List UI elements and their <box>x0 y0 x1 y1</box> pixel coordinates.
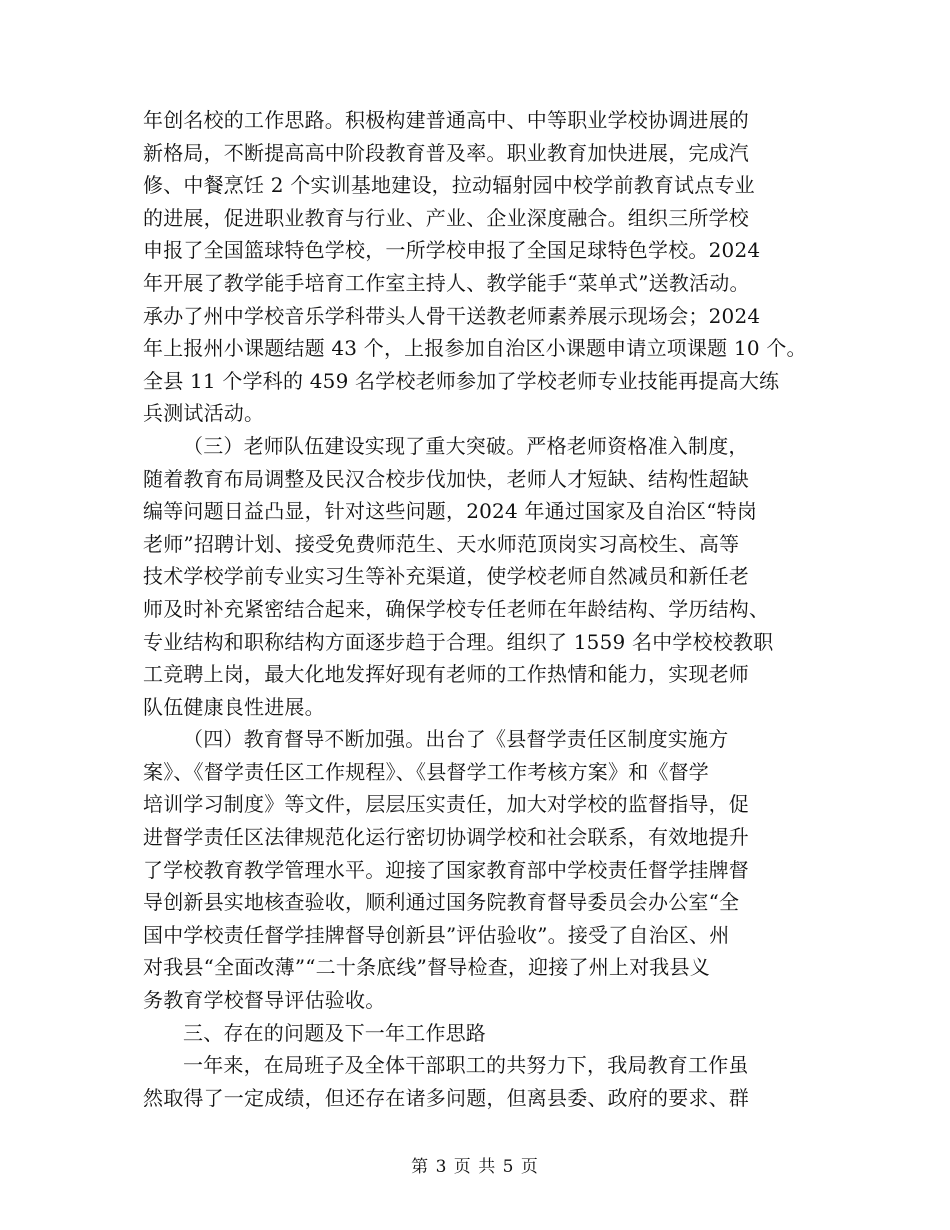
text-line: 专业结构和职称结构方面逐步趋于合理。组织了 1559 名中学校校教职 <box>143 629 774 654</box>
text-line: 编等问题日益凸显，针对这些问题，2024 年通过国家及自治区“特岗 <box>143 499 758 524</box>
text-line: 国中学校责任督学挂牌督导创新县”评估验收”。接受了自治区、州 <box>143 922 730 947</box>
text-line: 老师”招聘计划、接受免费师范生、天水师范顶岗实习高校生、高等 <box>143 531 740 556</box>
text-line: 新格局，不断提高高中阶段教育普及率。职业教育加快进展，完成汽 <box>143 140 749 165</box>
text-line: 年上报州小课题结题 43 个，上报参加自治区小课题申请立项课题 10 个。 <box>143 336 807 361</box>
text-line: 进督学责任区法律规范化运行密切协调学校和社会联系，有效地提升 <box>143 825 749 850</box>
text-line: 随着教育布局调整及民汉合校步伐加快，老师人才短缺、结构性超缺 <box>143 466 749 491</box>
text-line: 年创名校的工作思路。积极构建普通高中、中等职业学校协调进展的 <box>143 108 749 132</box>
text-line: （三）老师队伍建设实现了重大突破。严格老师资格准入制度， <box>183 433 749 458</box>
text-line: 年开展了教学能手培育工作室主持人、教学能手“菜单式”送教活动。 <box>143 270 750 295</box>
text-line: 兵测试活动。 <box>143 401 265 426</box>
text-line: 导创新县实地核查验收，顺利通过国务院教育督导委员会办公室“全 <box>143 890 740 915</box>
text-line: 三、存在的问题及下一年工作思路 <box>183 1020 486 1045</box>
text-line: 然取得了一定成绩，但还存在诸多问题，但离县委、政府的要求、群 <box>143 1085 749 1110</box>
text-line: 了学校教育教学管理水平。迎接了国家教育部中学校责任督学挂牌督 <box>143 857 749 882</box>
text-line: 全县 11 个学科的 459 名学校老师参加了学校老师专业技能再提高大练 <box>143 368 780 393</box>
text-line: 修、中餐烹饪 2 个实训基地建设，拉动辐射园中校学前教育试点专业 <box>143 173 755 198</box>
body-text <box>143 104 823 1114</box>
page-footer: 第 3 页 共 5 页 <box>411 1157 539 1177</box>
text-line: （四）教育督导不断加强。出台了《县督学责任区制度实施方 <box>183 727 729 752</box>
text-line: 技术学校学前专业实习生等补充渠道，使学校老师自然减员和新任老 <box>143 564 749 589</box>
text-line: 的进展，促进职业教育与行业、产业、企业深度融合。组织三所学校 <box>143 205 749 230</box>
text-line: 申报了全国篮球特色学校，一所学校申报了全国足球特色学校。2024 <box>143 238 761 263</box>
text-line: 一年来，在局班子及全体干部职工的共努力下，我局教育工作虽 <box>183 1053 749 1078</box>
text-line: 承办了州中学校音乐学科带头人骨干送教老师素养展示现场会；2024 <box>143 303 761 328</box>
text-line: 师及时补充紧密结合起来，确保学校专任老师在年龄结构、学历结构、 <box>143 596 770 621</box>
text-line: 培训学习制度》等文件，层层压实责任，加大对学校的监督指导，促 <box>143 792 749 817</box>
text-line: 工竞聘上岗，最大化地发挥好现有老师的工作热情和能力，实现老师 <box>143 662 749 687</box>
text-line: 案》、《督学责任区工作规程》、《县督学工作考核方案》和《督学 <box>143 759 709 784</box>
text-line: 对我县“全面改薄”“二十条底线”督导检查，迎接了州上对我县义 <box>143 955 710 980</box>
text-line: 队伍健康良性进展。 <box>143 694 325 719</box>
text-line: 务教育学校督导评估验收。 <box>143 988 386 1013</box>
